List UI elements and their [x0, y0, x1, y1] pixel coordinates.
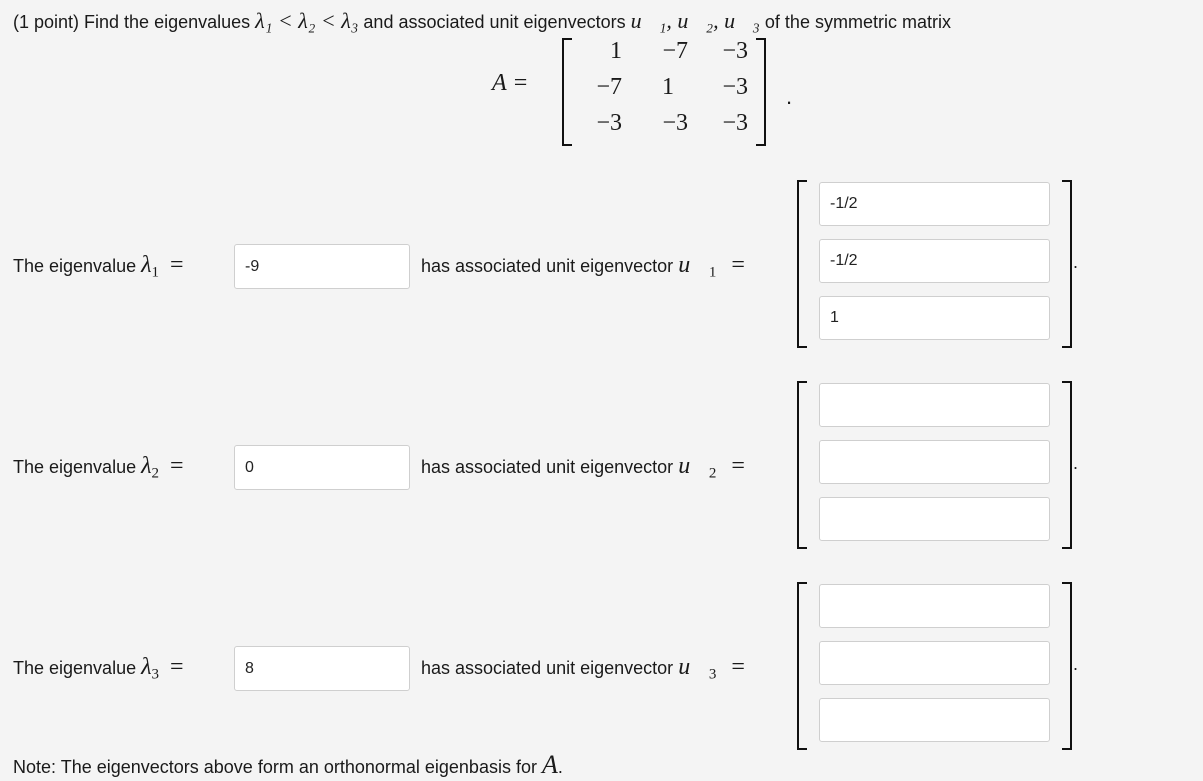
eigenvector-label: [421, 252, 745, 282]
matrix-cell: −3: [662, 110, 688, 136]
lambda-subscript: 1: [151, 264, 160, 281]
eigenvector-3-entry-1-input[interactable]: [819, 584, 1050, 628]
lambda-symbol: λ: [141, 453, 152, 479]
matrix-cell: 1: [610, 38, 622, 64]
matrix-right-bracket: [756, 38, 766, 146]
note-matrix-symbol: A: [541, 750, 558, 779]
eigenvector-2-entry-3-input[interactable]: [819, 497, 1050, 541]
matrix-cell: −7: [662, 38, 688, 64]
eigenvector-prefix: has associated unit eigenvector: [421, 457, 674, 477]
eigenvalue-label: [13, 654, 184, 684]
vector-subscript: 1: [708, 264, 717, 281]
problem-suffix: of the symmetric matrix: [764, 12, 951, 32]
vector-u-symbol: u⃗: [678, 453, 709, 479]
vector-period: .: [1073, 252, 1079, 272]
equals-sign: =: [731, 654, 745, 680]
matrix-cell: −3: [722, 38, 748, 64]
eigenvalue-2-input[interactable]: [234, 445, 410, 490]
eigenvalue-prefix: The eigenvalue: [13, 256, 137, 276]
eigenvector-prefix: has associated unit eigenvector: [421, 658, 674, 678]
eigenvalue-prefix: The eigenvalue: [13, 658, 137, 678]
eigenpair-row-2: [0, 379, 1203, 549]
eigenvector-3-entry-2-input[interactable]: [819, 641, 1050, 685]
lambda-symbol: λ: [141, 252, 152, 278]
eigenpair-row-1: [0, 178, 1203, 348]
vector-right-bracket: [1062, 582, 1072, 750]
eigenvector-1-entry-3-input[interactable]: [819, 296, 1050, 340]
lambda-symbol: λ: [141, 654, 152, 680]
vector-u-symbol: u⃗: [678, 252, 709, 278]
vector-period: .: [1073, 654, 1079, 674]
matrix-display: [492, 34, 812, 146]
matrix-cell: 1: [662, 74, 674, 100]
note-text: [13, 750, 563, 780]
equals-sign: =: [170, 654, 184, 680]
eigenvector-1-entry-1-input[interactable]: [819, 182, 1050, 226]
equals-sign: =: [170, 453, 184, 479]
matrix-cell: −3: [722, 110, 748, 136]
equals-sign: =: [731, 252, 745, 278]
eigenvector-list: u⃗₁, u⃗₂, u⃗₃: [630, 8, 760, 33]
vector-period: .: [1073, 453, 1079, 473]
eigenvector-1-entry-2-input[interactable]: [819, 239, 1050, 283]
lambda-subscript: 2: [151, 465, 160, 482]
matrix-cell: −7: [596, 74, 622, 100]
eigenvector-2-entry-2-input[interactable]: [819, 440, 1050, 484]
problem-prefix: (1 point) Find the eigenvalues: [13, 12, 251, 32]
vector-right-bracket: [1062, 381, 1072, 549]
eigenpair-row-3: [0, 580, 1203, 750]
eigenvector-3-entry-3-input[interactable]: [819, 698, 1050, 742]
vector-left-bracket: [797, 381, 807, 549]
equals-sign: =: [731, 453, 745, 479]
equals-sign: =: [170, 252, 184, 278]
vector-left-bracket: [797, 180, 807, 348]
eigenvector-2-entry-1-input[interactable]: [819, 383, 1050, 427]
eigenvalue-order: λ₁ < λ₂ < λ₃: [255, 8, 359, 33]
matrix-cell: −3: [722, 74, 748, 100]
vector-left-bracket: [797, 582, 807, 750]
matrix-period: .: [786, 84, 793, 109]
vector-subscript: 3: [708, 666, 717, 683]
eigenvector-label: [421, 453, 745, 483]
eigenvalue-3-input[interactable]: [234, 646, 410, 691]
eigenvalue-label: [13, 252, 184, 282]
lambda-subscript: 3: [151, 666, 160, 683]
vector-u-symbol: u⃗: [678, 654, 709, 680]
matrix-cell: −3: [596, 110, 622, 136]
problem-statement: [13, 8, 951, 34]
eigenvalue-prefix: The eigenvalue: [13, 457, 137, 477]
eigenvector-prefix: has associated unit eigenvector: [421, 256, 674, 276]
problem-middle: and associated unit eigenvectors: [363, 12, 626, 32]
eigenvector-label: [421, 654, 745, 684]
vector-subscript: 2: [708, 465, 717, 482]
eigenvalue-1-input[interactable]: [234, 244, 410, 289]
eigenvalue-label: [13, 453, 184, 483]
matrix-name: A =: [492, 70, 529, 96]
vector-right-bracket: [1062, 180, 1072, 348]
note-body: Note: The eigenvectors above form an orthonormal eigenbasis for: [13, 757, 537, 777]
note-period: .: [557, 757, 563, 777]
